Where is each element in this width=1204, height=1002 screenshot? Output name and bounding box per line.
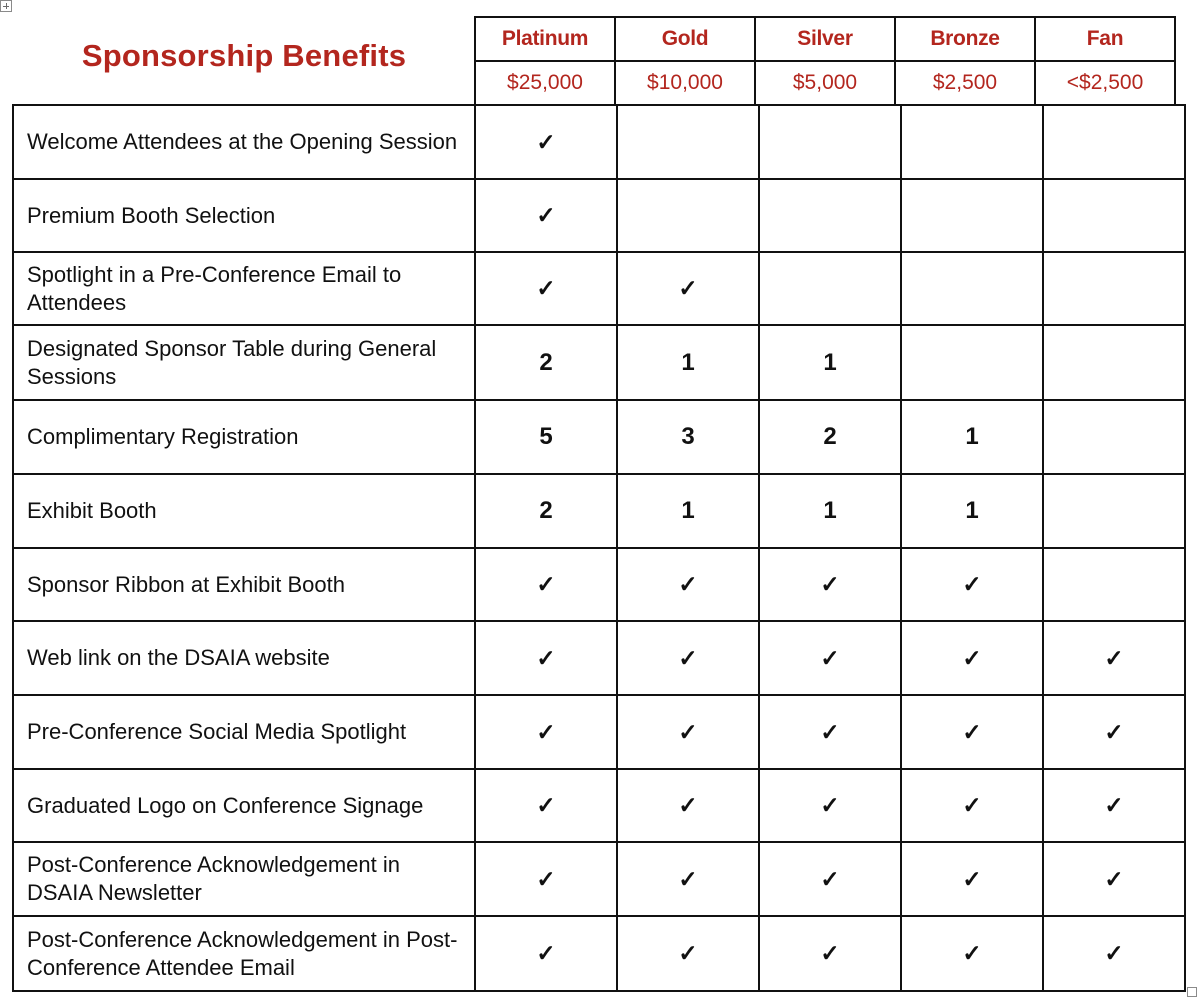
benefit-label: Welcome Attendees at the Opening Session	[13, 105, 475, 179]
checkmark-icon: ✓	[901, 769, 1043, 842]
checkmark-icon: ✓	[759, 769, 901, 842]
tier-name-fan: Fan	[1035, 17, 1175, 61]
tier-price-row	[475, 61, 1175, 105]
page-title: Sponsorship Benefits	[81, 38, 407, 73]
benefit-empty-cell-bronze	[901, 105, 1043, 179]
benefit-label: Exhibit Booth	[13, 474, 475, 548]
benefit-empty-cell-silver	[759, 105, 901, 179]
tier-name-platinum: Platinum	[475, 17, 615, 61]
checkmark-icon: ✓	[475, 769, 617, 842]
benefit-count-gold: 3	[617, 400, 759, 474]
benefit-empty-cell-bronze	[901, 252, 1043, 325]
checkmark-icon: ✓	[759, 548, 901, 621]
checkmark-icon: ✓	[475, 621, 617, 695]
checkmark-icon: ✓	[475, 252, 617, 325]
checkmark-icon: ✓	[475, 548, 617, 621]
benefit-row	[13, 842, 1185, 916]
benefit-count-silver: 2	[759, 400, 901, 474]
benefit-row	[13, 325, 1185, 400]
benefit-row	[13, 916, 1185, 991]
benefit-label: Post-Conference Acknowledgement in DSAIA Newsletter	[13, 842, 475, 916]
benefit-label: Spotlight in a Pre-Conference Email to Attendees	[13, 252, 475, 325]
benefit-label: Sponsor Ribbon at Exhibit Booth	[13, 548, 475, 621]
checkmark-icon: ✓	[617, 769, 759, 842]
checkmark-icon: ✓	[617, 621, 759, 695]
checkmark-icon: ✓	[1043, 695, 1185, 769]
benefit-count-gold: 1	[617, 325, 759, 400]
benefit-row	[13, 474, 1185, 548]
benefits-table-body	[13, 105, 1185, 991]
benefit-row	[13, 621, 1185, 695]
benefit-empty-cell-gold	[617, 105, 759, 179]
benefit-count-gold: 1	[617, 474, 759, 548]
benefit-empty-cell-fan	[1043, 400, 1185, 474]
checkmark-icon: ✓	[1043, 769, 1185, 842]
checkmark-icon: ✓	[475, 842, 617, 916]
checkmark-icon: ✓	[901, 548, 1043, 621]
checkmark-icon: ✓	[617, 916, 759, 991]
benefit-row	[13, 769, 1185, 842]
checkmark-icon: ✓	[759, 621, 901, 695]
checkmark-icon: ✓	[617, 548, 759, 621]
benefit-count-platinum: 2	[475, 325, 617, 400]
benefit-count-silver: 1	[759, 474, 901, 548]
tier-name-row	[475, 17, 1175, 61]
benefit-label: Designated Sponsor Table during General Sessions	[13, 325, 475, 400]
benefits-table	[12, 104, 1186, 992]
benefit-empty-cell-fan	[1043, 252, 1185, 325]
checkmark-icon: ✓	[1043, 621, 1185, 695]
tier-price-fan: <$2,500	[1035, 61, 1175, 105]
benefit-empty-cell-fan	[1043, 179, 1185, 252]
benefit-empty-cell-fan	[1043, 325, 1185, 400]
tier-price-gold: $10,000	[615, 61, 755, 105]
benefit-count-silver: 1	[759, 325, 901, 400]
benefit-label: Premium Booth Selection	[13, 179, 475, 252]
benefit-row	[13, 252, 1185, 325]
checkmark-icon: ✓	[617, 252, 759, 325]
tier-price-platinum: $25,000	[475, 61, 615, 105]
checkmark-icon: ✓	[475, 916, 617, 991]
benefit-empty-cell-fan	[1043, 474, 1185, 548]
benefit-count-platinum: 2	[475, 474, 617, 548]
benefit-count-platinum: 5	[475, 400, 617, 474]
benefit-empty-cell-fan	[1043, 548, 1185, 621]
tier-price-silver: $5,000	[755, 61, 895, 105]
checkmark-icon: ✓	[475, 179, 617, 252]
tier-name-bronze: Bronze	[895, 17, 1035, 61]
table-resize-handle[interactable]	[1187, 987, 1197, 997]
checkmark-icon: ✓	[617, 695, 759, 769]
benefit-row	[13, 179, 1185, 252]
benefit-label: Web link on the DSAIA website	[13, 621, 475, 695]
checkmark-icon: ✓	[901, 842, 1043, 916]
benefit-count-bronze: 1	[901, 400, 1043, 474]
checkmark-icon: ✓	[901, 916, 1043, 991]
checkmark-icon: ✓	[759, 695, 901, 769]
benefit-empty-cell-bronze	[901, 179, 1043, 252]
checkmark-icon: ✓	[617, 842, 759, 916]
benefit-empty-cell-gold	[617, 179, 759, 252]
tier-price-bronze: $2,500	[895, 61, 1035, 105]
benefit-label: Pre-Conference Social Media Spotlight	[13, 695, 475, 769]
tier-name-gold: Gold	[615, 17, 755, 61]
tier-header-table	[474, 16, 1176, 106]
checkmark-icon: ✓	[1043, 916, 1185, 991]
benefit-row	[13, 695, 1185, 769]
benefit-count-bronze: 1	[901, 474, 1043, 548]
benefit-empty-cell-fan	[1043, 105, 1185, 179]
benefit-empty-cell-bronze	[901, 325, 1043, 400]
benefit-row	[13, 400, 1185, 474]
table-move-handle-icon[interactable]	[0, 0, 12, 12]
benefit-label: Complimentary Registration	[13, 400, 475, 474]
tier-name-silver: Silver	[755, 17, 895, 61]
checkmark-icon: ✓	[475, 105, 617, 179]
checkmark-icon: ✓	[475, 695, 617, 769]
benefit-label: Graduated Logo on Conference Signage	[13, 769, 475, 842]
benefit-row	[13, 105, 1185, 179]
benefit-label: Post-Conference Acknowledgement in Post-Conference Attendee Email	[13, 916, 475, 991]
checkmark-icon: ✓	[1043, 842, 1185, 916]
checkmark-icon: ✓	[759, 842, 901, 916]
benefit-row	[13, 548, 1185, 621]
checkmark-icon: ✓	[901, 695, 1043, 769]
benefit-empty-cell-silver	[759, 252, 901, 325]
benefit-empty-cell-silver	[759, 179, 901, 252]
checkmark-icon: ✓	[901, 621, 1043, 695]
checkmark-icon: ✓	[759, 916, 901, 991]
